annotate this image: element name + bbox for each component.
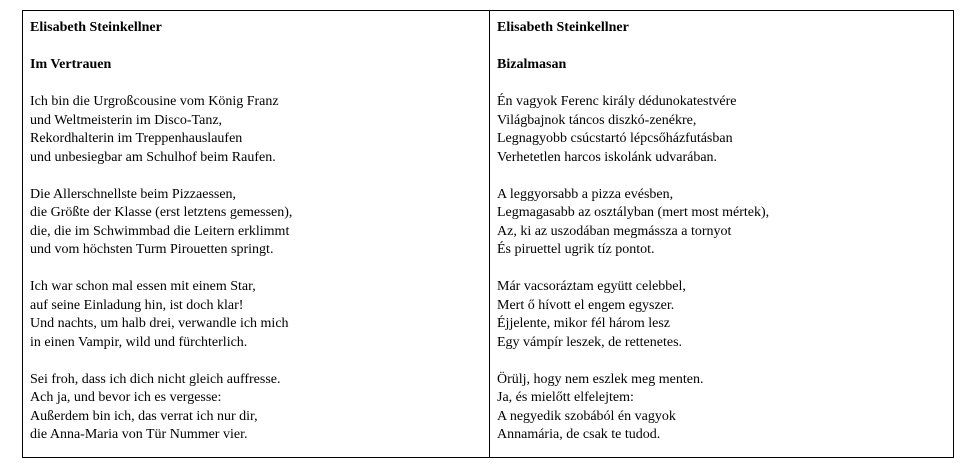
poem-line: Sei froh, dass ich dich nicht gleich auffresse.: [30, 371, 281, 387]
poem-line: und Weltmeisterin im Disco-Tanz,: [30, 112, 223, 128]
poem-stanza: [30, 278, 481, 352]
poem-line: És piruettel ugrik tíz pontot.: [497, 242, 655, 257]
poem-line: Verhetetlen harcos iskolánk udvarában.: [497, 149, 718, 165]
poem-line: Éjjelente, mikor fél három lesz: [497, 316, 670, 331]
original-poem-cell: [23, 11, 490, 457]
poem-line: Örülj, hogy nem eszlek meg menten.: [497, 371, 704, 387]
poem-stanza: [497, 278, 945, 352]
poem-line: Ja, és mielőtt elfelejtem:: [497, 390, 634, 405]
poem-stanza: [497, 93, 945, 167]
poem-line: Ich war schon mal essen mit einem Star,: [30, 279, 256, 294]
poem-stanza: [497, 186, 945, 260]
poem-line: Ich bin die Urgroßcousine vom König Franz: [30, 94, 279, 109]
poem-line: Mert ő hívott el engem egyszer.: [497, 297, 675, 313]
poem-line: Legnagyobb csúcstartó lépcsőházfutásban: [497, 131, 733, 146]
poem-line: Világbajnok táncos diszkó-zenékre,: [497, 112, 697, 128]
poem-line: die, die im Schwimmbad die Leitern erklimmt: [30, 223, 290, 239]
poem-line: Legmagasabb az osztályban (mert most mértek),: [497, 205, 770, 220]
poem-title: Bizalmasan: [497, 57, 567, 72]
poem-line: Már vacsoráztam együtt celebbel,: [497, 279, 686, 294]
poem-line: A negyedik szobából én vagyok: [497, 408, 676, 424]
poem-line: Annamária, de csak te tudod.: [497, 427, 661, 442]
poem-line: die Größte der Klasse (erst letztens gemessen),: [30, 205, 293, 220]
poem-line: A leggyorsabb a pizza evésben,: [497, 186, 674, 202]
poem-stanza: [30, 371, 481, 445]
poem-line: Rekordhalterin im Treppenhauslaufen: [30, 131, 243, 146]
poem-author: Elisabeth Steinkellner: [30, 20, 162, 35]
poem-line: Én vagyok Ferenc király dédunokatestvére: [497, 94, 737, 109]
poem-line: Und nachts, um halb drei, verwandle ich mich: [30, 316, 289, 331]
poem-author: Elisabeth Steinkellner: [497, 20, 629, 35]
poem-stanza: [30, 93, 481, 167]
poem-translation-table: [22, 10, 954, 458]
poem-line: Az, ki az uszodában megmássza a tornyot: [497, 223, 732, 239]
poem-stanzas: [30, 93, 481, 445]
poem-stanza: [497, 371, 945, 445]
poem-line: Außerdem bin ich, das verrat ich nur dir,: [30, 408, 258, 424]
poem-stanzas: [497, 93, 945, 445]
poem-line: Die Allerschnellste beim Pizzaessen,: [30, 186, 237, 202]
poem-title: Im Vertrauen: [30, 57, 112, 72]
poem-line: auf seine Einladung hin, ist doch klar!: [30, 297, 244, 313]
translated-poem-cell: [490, 11, 953, 457]
poem-line: und vom höchsten Turm Pirouetten springt.: [30, 242, 274, 257]
poem-line: Egy vámpír leszek, de rettenetes.: [497, 334, 683, 350]
poem-stanza: [30, 186, 481, 260]
poem-line: Ach ja, und bevor ich es vergesse:: [30, 390, 222, 405]
poem-line: in einen Vampir, wild und fürchterlich.: [30, 334, 248, 350]
poem-line: und unbesiegbar am Schulhof beim Raufen.: [30, 149, 276, 165]
poem-line: die Anna-Maria von Tür Nummer vier.: [30, 427, 248, 442]
